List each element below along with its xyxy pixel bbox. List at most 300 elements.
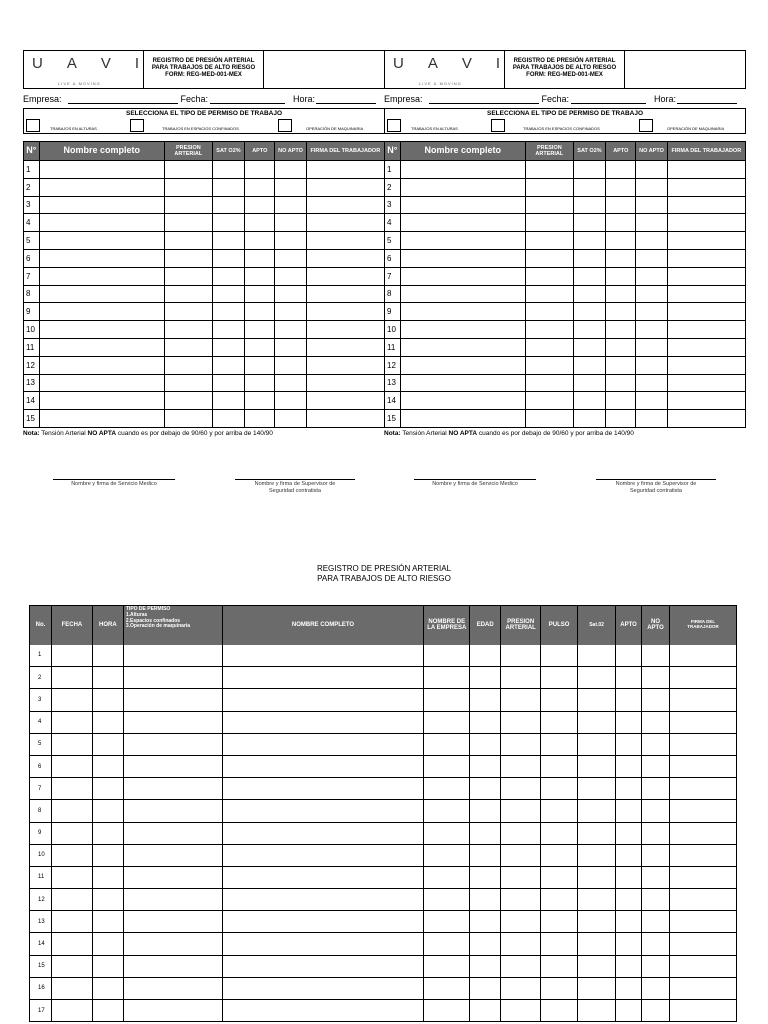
- table-cell[interactable]: [123, 645, 222, 667]
- table-cell[interactable]: [212, 178, 244, 196]
- table-cell[interactable]: [606, 196, 636, 214]
- table-cell[interactable]: [424, 778, 470, 800]
- table-cell[interactable]: [51, 866, 92, 888]
- table-cell[interactable]: [667, 356, 745, 374]
- table-cell[interactable]: [573, 321, 605, 339]
- table-cell[interactable]: [525, 303, 573, 321]
- table-cell[interactable]: [541, 911, 578, 933]
- table-cell[interactable]: [636, 232, 667, 250]
- table-cell[interactable]: [123, 933, 222, 955]
- table-cell[interactable]: [400, 410, 525, 428]
- table-cell[interactable]: [400, 196, 525, 214]
- table-cell[interactable]: [669, 1000, 736, 1022]
- table-cell[interactable]: [667, 303, 745, 321]
- table-cell[interactable]: [51, 711, 92, 733]
- table-cell[interactable]: [222, 711, 424, 733]
- table-cell[interactable]: [525, 374, 573, 392]
- table-cell[interactable]: [541, 755, 578, 777]
- table-cell[interactable]: [578, 933, 616, 955]
- table-cell[interactable]: [245, 214, 275, 232]
- table-cell[interactable]: [245, 285, 275, 303]
- table-cell[interactable]: [245, 232, 275, 250]
- table-cell[interactable]: [669, 800, 736, 822]
- table-cell[interactable]: [212, 392, 244, 410]
- table-cell[interactable]: [400, 214, 525, 232]
- table-cell[interactable]: [470, 733, 501, 755]
- table-cell[interactable]: [541, 844, 578, 866]
- table-cell[interactable]: [669, 933, 736, 955]
- table-cell[interactable]: [222, 844, 424, 866]
- table-cell[interactable]: [501, 844, 541, 866]
- table-cell[interactable]: [541, 933, 578, 955]
- table-cell[interactable]: [642, 778, 670, 800]
- table-cell[interactable]: [222, 955, 424, 977]
- table-cell[interactable]: [222, 911, 424, 933]
- table-cell[interactable]: [642, 955, 670, 977]
- checkbox-maquinaria[interactable]: [278, 119, 292, 132]
- table-cell[interactable]: [39, 303, 164, 321]
- table-cell[interactable]: [164, 161, 212, 179]
- table-cell[interactable]: [92, 755, 123, 777]
- table-cell[interactable]: [616, 933, 642, 955]
- table-cell[interactable]: [667, 214, 745, 232]
- table-cell[interactable]: [578, 1000, 616, 1022]
- table-cell[interactable]: [123, 733, 222, 755]
- table-cell[interactable]: [616, 667, 642, 689]
- table-cell[interactable]: [636, 249, 667, 267]
- table-cell[interactable]: [525, 321, 573, 339]
- table-cell[interactable]: [400, 232, 525, 250]
- table-cell[interactable]: [51, 645, 92, 667]
- table-cell[interactable]: [92, 733, 123, 755]
- table-cell[interactable]: [606, 249, 636, 267]
- table-cell[interactable]: [222, 889, 424, 911]
- table-cell[interactable]: [424, 822, 470, 844]
- table-cell[interactable]: [92, 911, 123, 933]
- table-cell[interactable]: [525, 196, 573, 214]
- table-cell[interactable]: [222, 733, 424, 755]
- table-cell[interactable]: [525, 178, 573, 196]
- table-cell[interactable]: [636, 410, 667, 428]
- table-cell[interactable]: [616, 866, 642, 888]
- table-cell[interactable]: [222, 800, 424, 822]
- table-cell[interactable]: [642, 977, 670, 999]
- table-cell[interactable]: [606, 303, 636, 321]
- table-cell[interactable]: [424, 977, 470, 999]
- table-cell[interactable]: [39, 249, 164, 267]
- table-cell[interactable]: [212, 267, 244, 285]
- table-cell[interactable]: [39, 267, 164, 285]
- table-cell[interactable]: [51, 778, 92, 800]
- table-cell[interactable]: [669, 733, 736, 755]
- table-cell[interactable]: [275, 321, 306, 339]
- table-cell[interactable]: [39, 285, 164, 303]
- table-cell[interactable]: [606, 392, 636, 410]
- table-cell[interactable]: [636, 196, 667, 214]
- table-cell[interactable]: [424, 645, 470, 667]
- table-cell[interactable]: [92, 822, 123, 844]
- table-cell[interactable]: [606, 178, 636, 196]
- table-cell[interactable]: [123, 755, 222, 777]
- empresa-field[interactable]: [68, 93, 178, 104]
- table-cell[interactable]: [123, 822, 222, 844]
- table-cell[interactable]: [424, 933, 470, 955]
- table-cell[interactable]: [400, 356, 525, 374]
- table-cell[interactable]: [616, 911, 642, 933]
- table-cell[interactable]: [642, 689, 670, 711]
- table-cell[interactable]: [424, 755, 470, 777]
- table-cell[interactable]: [642, 755, 670, 777]
- table-cell[interactable]: [212, 285, 244, 303]
- table-cell[interactable]: [616, 778, 642, 800]
- table-cell[interactable]: [39, 392, 164, 410]
- table-cell[interactable]: [541, 667, 578, 689]
- table-cell[interactable]: [642, 667, 670, 689]
- checkbox-alturas[interactable]: [26, 119, 40, 132]
- table-cell[interactable]: [525, 249, 573, 267]
- table-cell[interactable]: [501, 933, 541, 955]
- table-cell[interactable]: [39, 321, 164, 339]
- table-cell[interactable]: [51, 844, 92, 866]
- table-cell[interactable]: [636, 321, 667, 339]
- table-cell[interactable]: [578, 800, 616, 822]
- table-cell[interactable]: [306, 178, 384, 196]
- table-cell[interactable]: [636, 161, 667, 179]
- table-cell[interactable]: [400, 392, 525, 410]
- table-cell[interactable]: [245, 392, 275, 410]
- hora-field[interactable]: [316, 93, 376, 104]
- table-cell[interactable]: [212, 161, 244, 179]
- checkbox-espacios-confinados[interactable]: [491, 119, 505, 132]
- table-cell[interactable]: [164, 303, 212, 321]
- table-cell[interactable]: [164, 374, 212, 392]
- table-cell[interactable]: [51, 733, 92, 755]
- table-cell[interactable]: [275, 178, 306, 196]
- table-cell[interactable]: [636, 356, 667, 374]
- table-cell[interactable]: [642, 800, 670, 822]
- table-cell[interactable]: [642, 911, 670, 933]
- checkbox-maquinaria[interactable]: [639, 119, 653, 132]
- table-cell[interactable]: [667, 285, 745, 303]
- table-cell[interactable]: [164, 392, 212, 410]
- table-cell[interactable]: [39, 196, 164, 214]
- table-cell[interactable]: [51, 689, 92, 711]
- table-cell[interactable]: [164, 214, 212, 232]
- table-cell[interactable]: [245, 249, 275, 267]
- table-cell[interactable]: [424, 1000, 470, 1022]
- table-cell[interactable]: [578, 778, 616, 800]
- table-cell[interactable]: [123, 911, 222, 933]
- table-cell[interactable]: [306, 285, 384, 303]
- table-cell[interactable]: [616, 689, 642, 711]
- table-cell[interactable]: [578, 889, 616, 911]
- fecha-field[interactable]: [571, 93, 646, 104]
- table-cell[interactable]: [606, 267, 636, 285]
- table-cell[interactable]: [212, 410, 244, 428]
- table-cell[interactable]: [636, 374, 667, 392]
- table-cell[interactable]: [212, 321, 244, 339]
- table-cell[interactable]: [212, 338, 244, 356]
- table-cell[interactable]: [123, 667, 222, 689]
- table-cell[interactable]: [642, 866, 670, 888]
- table-cell[interactable]: [400, 303, 525, 321]
- table-cell[interactable]: [400, 338, 525, 356]
- table-cell[interactable]: [669, 844, 736, 866]
- table-cell[interactable]: [164, 178, 212, 196]
- table-cell[interactable]: [667, 196, 745, 214]
- table-cell[interactable]: [39, 356, 164, 374]
- table-cell[interactable]: [306, 356, 384, 374]
- table-cell[interactable]: [573, 178, 605, 196]
- table-cell[interactable]: [400, 178, 525, 196]
- table-cell[interactable]: [669, 889, 736, 911]
- table-cell[interactable]: [92, 933, 123, 955]
- table-cell[interactable]: [541, 733, 578, 755]
- table-cell[interactable]: [501, 689, 541, 711]
- table-cell[interactable]: [51, 755, 92, 777]
- table-cell[interactable]: [222, 645, 424, 667]
- table-cell[interactable]: [470, 711, 501, 733]
- table-cell[interactable]: [501, 1000, 541, 1022]
- table-cell[interactable]: [578, 733, 616, 755]
- table-cell[interactable]: [275, 196, 306, 214]
- table-cell[interactable]: [164, 285, 212, 303]
- table-cell[interactable]: [470, 800, 501, 822]
- table-cell[interactable]: [667, 410, 745, 428]
- table-cell[interactable]: [669, 911, 736, 933]
- table-cell[interactable]: [606, 410, 636, 428]
- table-cell[interactable]: [636, 267, 667, 285]
- table-cell[interactable]: [578, 822, 616, 844]
- table-cell[interactable]: [573, 232, 605, 250]
- table-cell[interactable]: [400, 374, 525, 392]
- table-cell[interactable]: [573, 338, 605, 356]
- table-cell[interactable]: [501, 889, 541, 911]
- table-cell[interactable]: [578, 866, 616, 888]
- table-cell[interactable]: [573, 267, 605, 285]
- table-cell[interactable]: [470, 911, 501, 933]
- table-cell[interactable]: [222, 755, 424, 777]
- table-cell[interactable]: [616, 977, 642, 999]
- table-cell[interactable]: [667, 374, 745, 392]
- table-cell[interactable]: [642, 889, 670, 911]
- table-cell[interactable]: [616, 822, 642, 844]
- table-cell[interactable]: [306, 374, 384, 392]
- table-cell[interactable]: [470, 889, 501, 911]
- table-cell[interactable]: [578, 689, 616, 711]
- table-cell[interactable]: [222, 778, 424, 800]
- table-cell[interactable]: [212, 232, 244, 250]
- table-cell[interactable]: [669, 822, 736, 844]
- table-cell[interactable]: [501, 645, 541, 667]
- table-cell[interactable]: [616, 889, 642, 911]
- table-cell[interactable]: [501, 755, 541, 777]
- table-cell[interactable]: [51, 667, 92, 689]
- table-cell[interactable]: [578, 955, 616, 977]
- table-cell[interactable]: [606, 338, 636, 356]
- table-cell[interactable]: [222, 822, 424, 844]
- table-cell[interactable]: [470, 778, 501, 800]
- table-cell[interactable]: [123, 800, 222, 822]
- table-cell[interactable]: [275, 267, 306, 285]
- table-cell[interactable]: [164, 410, 212, 428]
- table-cell[interactable]: [525, 338, 573, 356]
- table-cell[interactable]: [636, 338, 667, 356]
- table-cell[interactable]: [212, 303, 244, 321]
- table-cell[interactable]: [578, 711, 616, 733]
- table-cell[interactable]: [525, 232, 573, 250]
- table-cell[interactable]: [667, 232, 745, 250]
- table-cell[interactable]: [578, 755, 616, 777]
- table-cell[interactable]: [667, 392, 745, 410]
- table-cell[interactable]: [424, 844, 470, 866]
- table-cell[interactable]: [501, 667, 541, 689]
- table-cell[interactable]: [222, 866, 424, 888]
- table-cell[interactable]: [400, 249, 525, 267]
- table-cell[interactable]: [222, 933, 424, 955]
- table-cell[interactable]: [123, 1000, 222, 1022]
- table-cell[interactable]: [39, 338, 164, 356]
- table-cell[interactable]: [51, 933, 92, 955]
- table-cell[interactable]: [275, 285, 306, 303]
- table-cell[interactable]: [669, 778, 736, 800]
- table-cell[interactable]: [578, 911, 616, 933]
- table-cell[interactable]: [212, 214, 244, 232]
- table-cell[interactable]: [578, 977, 616, 999]
- table-cell[interactable]: [306, 232, 384, 250]
- fecha-field[interactable]: [210, 93, 285, 104]
- table-cell[interactable]: [92, 1000, 123, 1022]
- table-cell[interactable]: [606, 285, 636, 303]
- table-cell[interactable]: [669, 955, 736, 977]
- table-cell[interactable]: [616, 711, 642, 733]
- table-cell[interactable]: [470, 1000, 501, 1022]
- table-cell[interactable]: [92, 866, 123, 888]
- table-cell[interactable]: [642, 733, 670, 755]
- table-cell[interactable]: [470, 667, 501, 689]
- table-cell[interactable]: [275, 232, 306, 250]
- table-cell[interactable]: [541, 889, 578, 911]
- table-cell[interactable]: [541, 977, 578, 999]
- table-cell[interactable]: [667, 338, 745, 356]
- table-cell[interactable]: [275, 410, 306, 428]
- table-cell[interactable]: [573, 392, 605, 410]
- table-cell[interactable]: [501, 866, 541, 888]
- table-cell[interactable]: [606, 232, 636, 250]
- table-cell[interactable]: [212, 249, 244, 267]
- table-cell[interactable]: [92, 778, 123, 800]
- checkbox-espacios-confinados[interactable]: [130, 119, 144, 132]
- table-cell[interactable]: [306, 392, 384, 410]
- table-cell[interactable]: [222, 1000, 424, 1022]
- table-cell[interactable]: [39, 410, 164, 428]
- table-cell[interactable]: [573, 410, 605, 428]
- table-cell[interactable]: [400, 267, 525, 285]
- table-cell[interactable]: [123, 689, 222, 711]
- table-cell[interactable]: [541, 800, 578, 822]
- table-cell[interactable]: [306, 410, 384, 428]
- table-cell[interactable]: [525, 285, 573, 303]
- table-cell[interactable]: [245, 303, 275, 321]
- table-cell[interactable]: [541, 711, 578, 733]
- table-cell[interactable]: [616, 955, 642, 977]
- table-cell[interactable]: [669, 755, 736, 777]
- table-cell[interactable]: [39, 232, 164, 250]
- table-cell[interactable]: [669, 667, 736, 689]
- table-cell[interactable]: [424, 889, 470, 911]
- table-cell[interactable]: [306, 338, 384, 356]
- table-cell[interactable]: [501, 800, 541, 822]
- table-cell[interactable]: [578, 645, 616, 667]
- table-cell[interactable]: [642, 933, 670, 955]
- table-cell[interactable]: [606, 214, 636, 232]
- table-cell[interactable]: [470, 689, 501, 711]
- table-cell[interactable]: [306, 249, 384, 267]
- table-cell[interactable]: [606, 356, 636, 374]
- table-cell[interactable]: [245, 161, 275, 179]
- table-cell[interactable]: [164, 232, 212, 250]
- table-cell[interactable]: [501, 911, 541, 933]
- table-cell[interactable]: [470, 755, 501, 777]
- table-cell[interactable]: [424, 955, 470, 977]
- table-cell[interactable]: [123, 844, 222, 866]
- table-cell[interactable]: [636, 214, 667, 232]
- table-cell[interactable]: [616, 800, 642, 822]
- hora-field[interactable]: [677, 93, 737, 104]
- checkbox-alturas[interactable]: [387, 119, 401, 132]
- table-cell[interactable]: [245, 338, 275, 356]
- table-cell[interactable]: [92, 711, 123, 733]
- table-cell[interactable]: [501, 822, 541, 844]
- table-cell[interactable]: [51, 822, 92, 844]
- table-cell[interactable]: [51, 1000, 92, 1022]
- table-cell[interactable]: [275, 338, 306, 356]
- table-cell[interactable]: [275, 392, 306, 410]
- table-cell[interactable]: [424, 711, 470, 733]
- table-cell[interactable]: [123, 889, 222, 911]
- table-cell[interactable]: [541, 778, 578, 800]
- table-cell[interactable]: [212, 196, 244, 214]
- table-cell[interactable]: [51, 955, 92, 977]
- table-cell[interactable]: [92, 645, 123, 667]
- table-cell[interactable]: [275, 161, 306, 179]
- table-cell[interactable]: [92, 800, 123, 822]
- table-cell[interactable]: [51, 911, 92, 933]
- table-cell[interactable]: [245, 267, 275, 285]
- table-cell[interactable]: [541, 689, 578, 711]
- table-cell[interactable]: [92, 977, 123, 999]
- table-cell[interactable]: [470, 645, 501, 667]
- table-cell[interactable]: [501, 733, 541, 755]
- table-cell[interactable]: [123, 955, 222, 977]
- table-cell[interactable]: [573, 196, 605, 214]
- table-cell[interactable]: [51, 977, 92, 999]
- table-cell[interactable]: [578, 667, 616, 689]
- table-cell[interactable]: [636, 178, 667, 196]
- table-cell[interactable]: [275, 356, 306, 374]
- table-cell[interactable]: [525, 161, 573, 179]
- table-cell[interactable]: [642, 844, 670, 866]
- table-cell[interactable]: [164, 267, 212, 285]
- table-cell[interactable]: [501, 711, 541, 733]
- table-cell[interactable]: [616, 645, 642, 667]
- table-cell[interactable]: [306, 214, 384, 232]
- table-cell[interactable]: [212, 356, 244, 374]
- table-cell[interactable]: [642, 711, 670, 733]
- table-cell[interactable]: [541, 955, 578, 977]
- table-cell[interactable]: [400, 161, 525, 179]
- table-cell[interactable]: [51, 800, 92, 822]
